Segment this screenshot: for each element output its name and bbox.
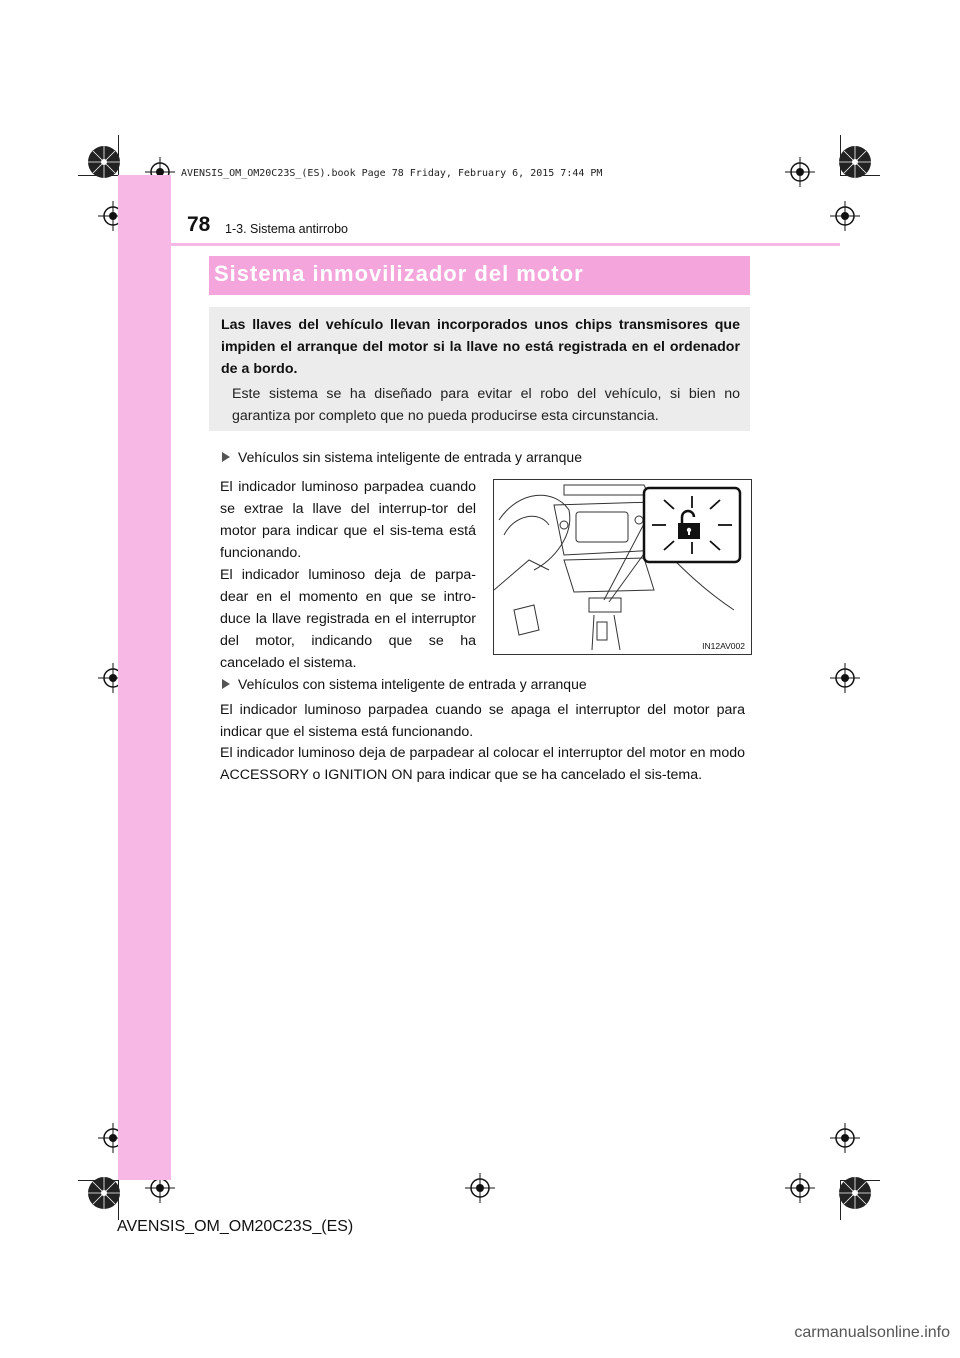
section1-heading	[222, 449, 582, 465]
book-info-line: AVENSIS_OM_OM20C23S_(ES).book Page 78 Friday, February 6, 2015 7:44 PM	[181, 168, 603, 179]
bullet-triangle-icon	[222, 679, 230, 689]
section1-para1: El indicador luminoso parpadea cuando se extrae la llave del interrup-tor del motor para indicar que el sis-tema está funcionando.	[220, 479, 476, 561]
registration-mark-icon	[830, 201, 860, 231]
section-label: 1-3. Sistema antirrobo	[225, 222, 348, 236]
watermark: carmanualsonline.info	[794, 1324, 950, 1341]
section1-para2: El indicador luminoso deja de parpa-dear en el momento en que se intro-duce la llave registrada en el interruptor del motor, indicando que se ha cancelado el sistema.	[220, 567, 476, 671]
section2-heading-text: Vehículos con sistema inteligente de entrada y arranque	[238, 676, 587, 692]
header-divider	[118, 243, 840, 246]
section1-heading-text: Vehículos sin sistema inteligente de entrada y arranque	[238, 449, 582, 465]
registration-mark-icon	[830, 1123, 860, 1153]
dashboard-figure	[493, 479, 752, 655]
side-tab-strip	[118, 175, 171, 1180]
print-rosette-icon	[838, 145, 872, 179]
section2-para1: El indicador luminoso parpadea cuando se apaga el interruptor del motor para indicar que el sistema está funcionando.	[220, 702, 745, 740]
footer-code: AVENSIS_OM_OM20C23S_(ES)	[117, 1218, 354, 1235]
intro-bold-text: Las llaves del vehículo llevan incorporados unos chips transmisores que impiden el arranque del motor si la llave no está registrada en el ordenador de a bordo.	[221, 317, 740, 377]
page-title: Sistema inmovilizador del motor	[214, 261, 584, 286]
section2-heading	[222, 676, 587, 692]
print-rosette-icon	[838, 1176, 872, 1210]
bullet-triangle-icon	[222, 452, 230, 462]
figure-code: IN12AV002	[702, 641, 745, 651]
page-number: 78	[187, 213, 211, 236]
registration-mark-icon	[830, 663, 860, 693]
registration-mark-icon	[785, 1173, 815, 1203]
registration-mark-icon	[785, 157, 815, 187]
print-rosette-icon	[87, 145, 121, 179]
print-rosette-icon	[87, 1176, 121, 1210]
intro-normal-text: Este sistema se ha diseñado para evitar el robo del vehículo, si bien no garantiza por completo que no pueda producirse esta circunstancia.	[232, 386, 740, 424]
dashboard-illustration	[494, 480, 751, 654]
section2-para2: El indicador luminoso deja de parpadear al colocar el interruptor del motor en modo ACCESSORY o IGNITION ON para indicar que se ha cancelado el sis-tema.	[220, 745, 745, 783]
registration-mark-icon	[465, 1173, 495, 1203]
